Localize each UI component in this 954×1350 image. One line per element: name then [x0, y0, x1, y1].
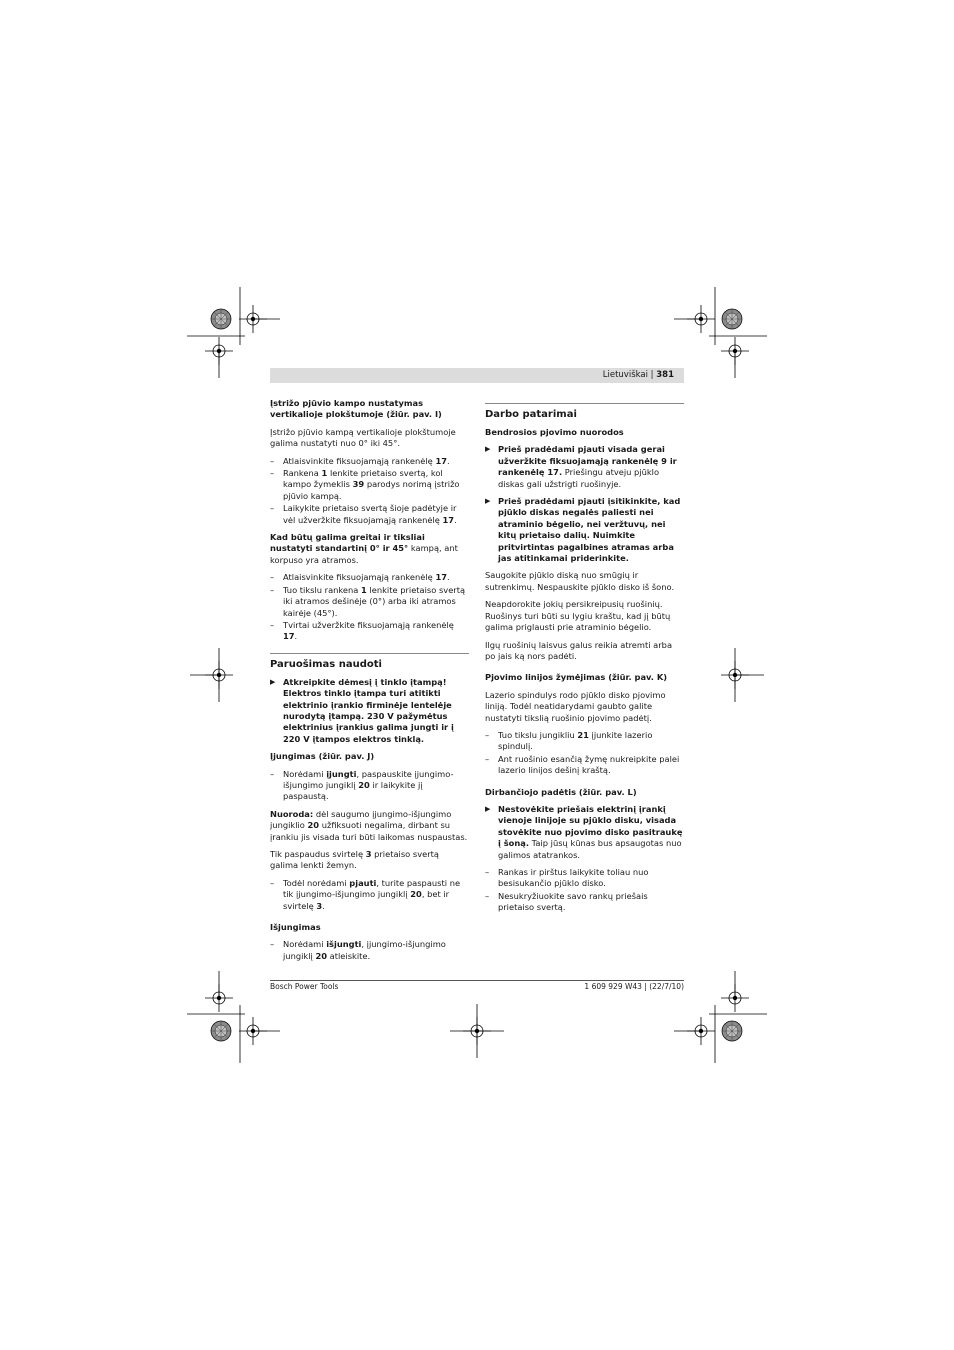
lock-knobs-warning: ▶ Prieš pradėdami pjauti visada gerai užveržkite fiksuojamąją rankenėlę 9 ir rankenėlę 17. Priešingu atveju pjūklo diskas gali užstrigti ruošinyje.	[485, 444, 677, 489]
bevel-intro: Įstrižo pjūvio kampą vertikalioje plokštumoje galima nustatyti nuo 0° iki 45°.	[270, 426, 456, 449]
list-item: – Rankena 1 lenkite prietaiso svertą, kol kampo žymeklis 39 parodys norimą įstrižo pjūvio kampą.	[270, 468, 460, 501]
voltage-warning: ▶ Atkreipkite dėmesį į tinklo įtampą! Elektros tinklo įtampa turi atitikti elektrinio įrankio firminėje lentelėje nurodytą įtampą. 230 V pažymėtus elektrinius įrankius galima jungti ir į 220 V įtampos elektros tinklą.	[270, 676, 454, 744]
list-item: – Norėdami išjungti, įjungimo-išjungimo jungiklį 20 atleiskite.	[270, 939, 446, 961]
footer-doc-code: 1 609 929 W43 | (22/7/10)	[584, 982, 684, 991]
standard-angles-text: Kad būtų galima greitai ir tiksliai nustatyti standartinį 0° ir 45° kampą, ant korpuso yra atramos.	[270, 532, 458, 565]
on-heading: Įjungimas (žiūr. pav. J)	[270, 751, 375, 762]
position-heading: Dirbančiojo padėtis (žiūr. pav. L)	[485, 786, 637, 797]
header-separator: |	[650, 370, 654, 380]
running-header	[270, 368, 684, 383]
right-column	[485, 403, 684, 920]
list-item: – Nesukryžiuokite savo rankų priešais prietaiso svertą.	[485, 890, 648, 913]
section-divider	[485, 403, 684, 404]
list-item: – Laikykite prietaiso svertą šioje padėtyje ir vėl užveržkite fiksuojamąją rankenėlę 17.	[270, 503, 457, 525]
laser-steps	[485, 730, 684, 777]
bevel-heading: Įstrižo pjūvio kampo nustatymas vertikalioje plokštumoje (žiūr. pav. I)	[270, 398, 442, 420]
on-steps	[270, 769, 469, 803]
protect-blade-text: Saugokite pjūklo diską nuo smūgių ir sutrenkimų. Nespauskite pjūklo disko iš šono.	[485, 570, 675, 592]
page-number: 381	[656, 370, 674, 380]
list-item: – Ant ruošinio esančią žymę nukreipkite palei lazerio linijos dešinį kraštą.	[485, 753, 680, 776]
left-column	[270, 398, 469, 968]
warning-arrow-icon: ▶	[485, 445, 491, 454]
footer-divider	[270, 980, 684, 981]
off-heading: Išjungimas	[270, 922, 321, 933]
laser-heading: Pjovimo linijos žymėjimas (žiūr. pav. K)	[485, 672, 668, 683]
header-language: Lietuviškai	[602, 370, 648, 380]
warped-workpiece-text: Neapdorokite jokių persikreipusių ruošinių. Ruošinys turi būti su lygiu kraštu, kad jį būtų galima priglausti prie atraminio bėgelio.	[485, 599, 671, 633]
list-item: – Tvirtai užveržkite fiksuojamąją rankenėlę 17.	[270, 619, 454, 642]
warning-arrow-icon: ▶	[485, 497, 491, 506]
list-item: – Norėdami įjungti, paspauskite įjungimo-išjungimo jungiklį 20 ir laikykite jį paspaustą.	[270, 768, 454, 802]
stance-warning: ▶ Nestovėkite priešais elektrinį įrankį vienoje linijoje su pjūklo disku, visada stovėkite nuo pjovimo disko pasitraukę į šoną. Taip jūsų kūnas bus apsaugotas nuo galimos atatrankos.	[485, 803, 683, 860]
list-item: – Todėl norėdami pjauti, turite paspausti ne tik įjungimo-išjungimo jungiklį 20, bet ir svirtelę 3.	[270, 877, 461, 911]
section-divider	[270, 653, 469, 654]
standard-steps	[270, 572, 469, 642]
lever-note: Tik paspaudus svirtelę 3 prietaiso svertą galima lenkti žemyn.	[270, 849, 439, 871]
list-item: – Tuo tikslu jungikliu 21 įjunkite lazerio spindulį.	[485, 729, 653, 752]
bevel-steps	[270, 456, 469, 526]
long-workpiece-text: Ilgų ruošinių laisvus galus reikia atremti arba po jais ką nors padėti.	[485, 639, 673, 661]
list-item: – Tuo tikslu rankena 1 lenkite prietaiso svertą iki atramos dešinėje (0°) arba iki atramos kairėje (45°).	[270, 584, 466, 618]
list-item: – Rankas ir pirštus laikykite toliau nuo besisukančio pjūklo disko.	[485, 867, 649, 889]
warning-arrow-icon: ▶	[270, 677, 276, 686]
general-heading: Bendrosios pjovimo nuorodos	[485, 427, 624, 437]
off-steps	[270, 939, 469, 962]
list-item: – Atlaisvinkite fiksuojamąją rankenėlę 17.	[270, 455, 450, 466]
position-steps	[485, 867, 684, 914]
tips-title: Darbo patarimai	[485, 409, 577, 420]
safety-note: Nuoroda: dėl saugumo įjungimo-išjungimo jungiklio 20 užfiksuoti negalima, dirbant su įrankiu jis visada turi būti laikomas nuspaustas.	[270, 808, 468, 842]
prep-title: Paruošimas naudoti	[270, 658, 382, 670]
saw-steps	[270, 878, 469, 912]
footer-brand: Bosch Power Tools	[270, 982, 339, 991]
laser-intro: Lazerio spindulys rodo pjūklo disko pjovimo liniją. Todėl neatidarydami gaubto galite nustatyti tikslią ruošinio pjovimo padėtį.	[485, 689, 666, 723]
blade-clearance-warning: ▶ Prieš pradėdami pjauti įsitikinkite, kad pjūklo diskas negalės paliesti nei atraminio bėgelio, nei veržtuvų, nei kitų prietaiso dalių. Nuimkite pritvirtintas pagalbines atramas arba jas atitinkamai priderinkite.	[485, 496, 681, 564]
list-item: – Atlaisvinkite fiksuojamąją rankenėlę 17.	[270, 572, 450, 583]
header-text	[603, 369, 674, 382]
warning-arrow-icon: ▶	[485, 804, 491, 813]
